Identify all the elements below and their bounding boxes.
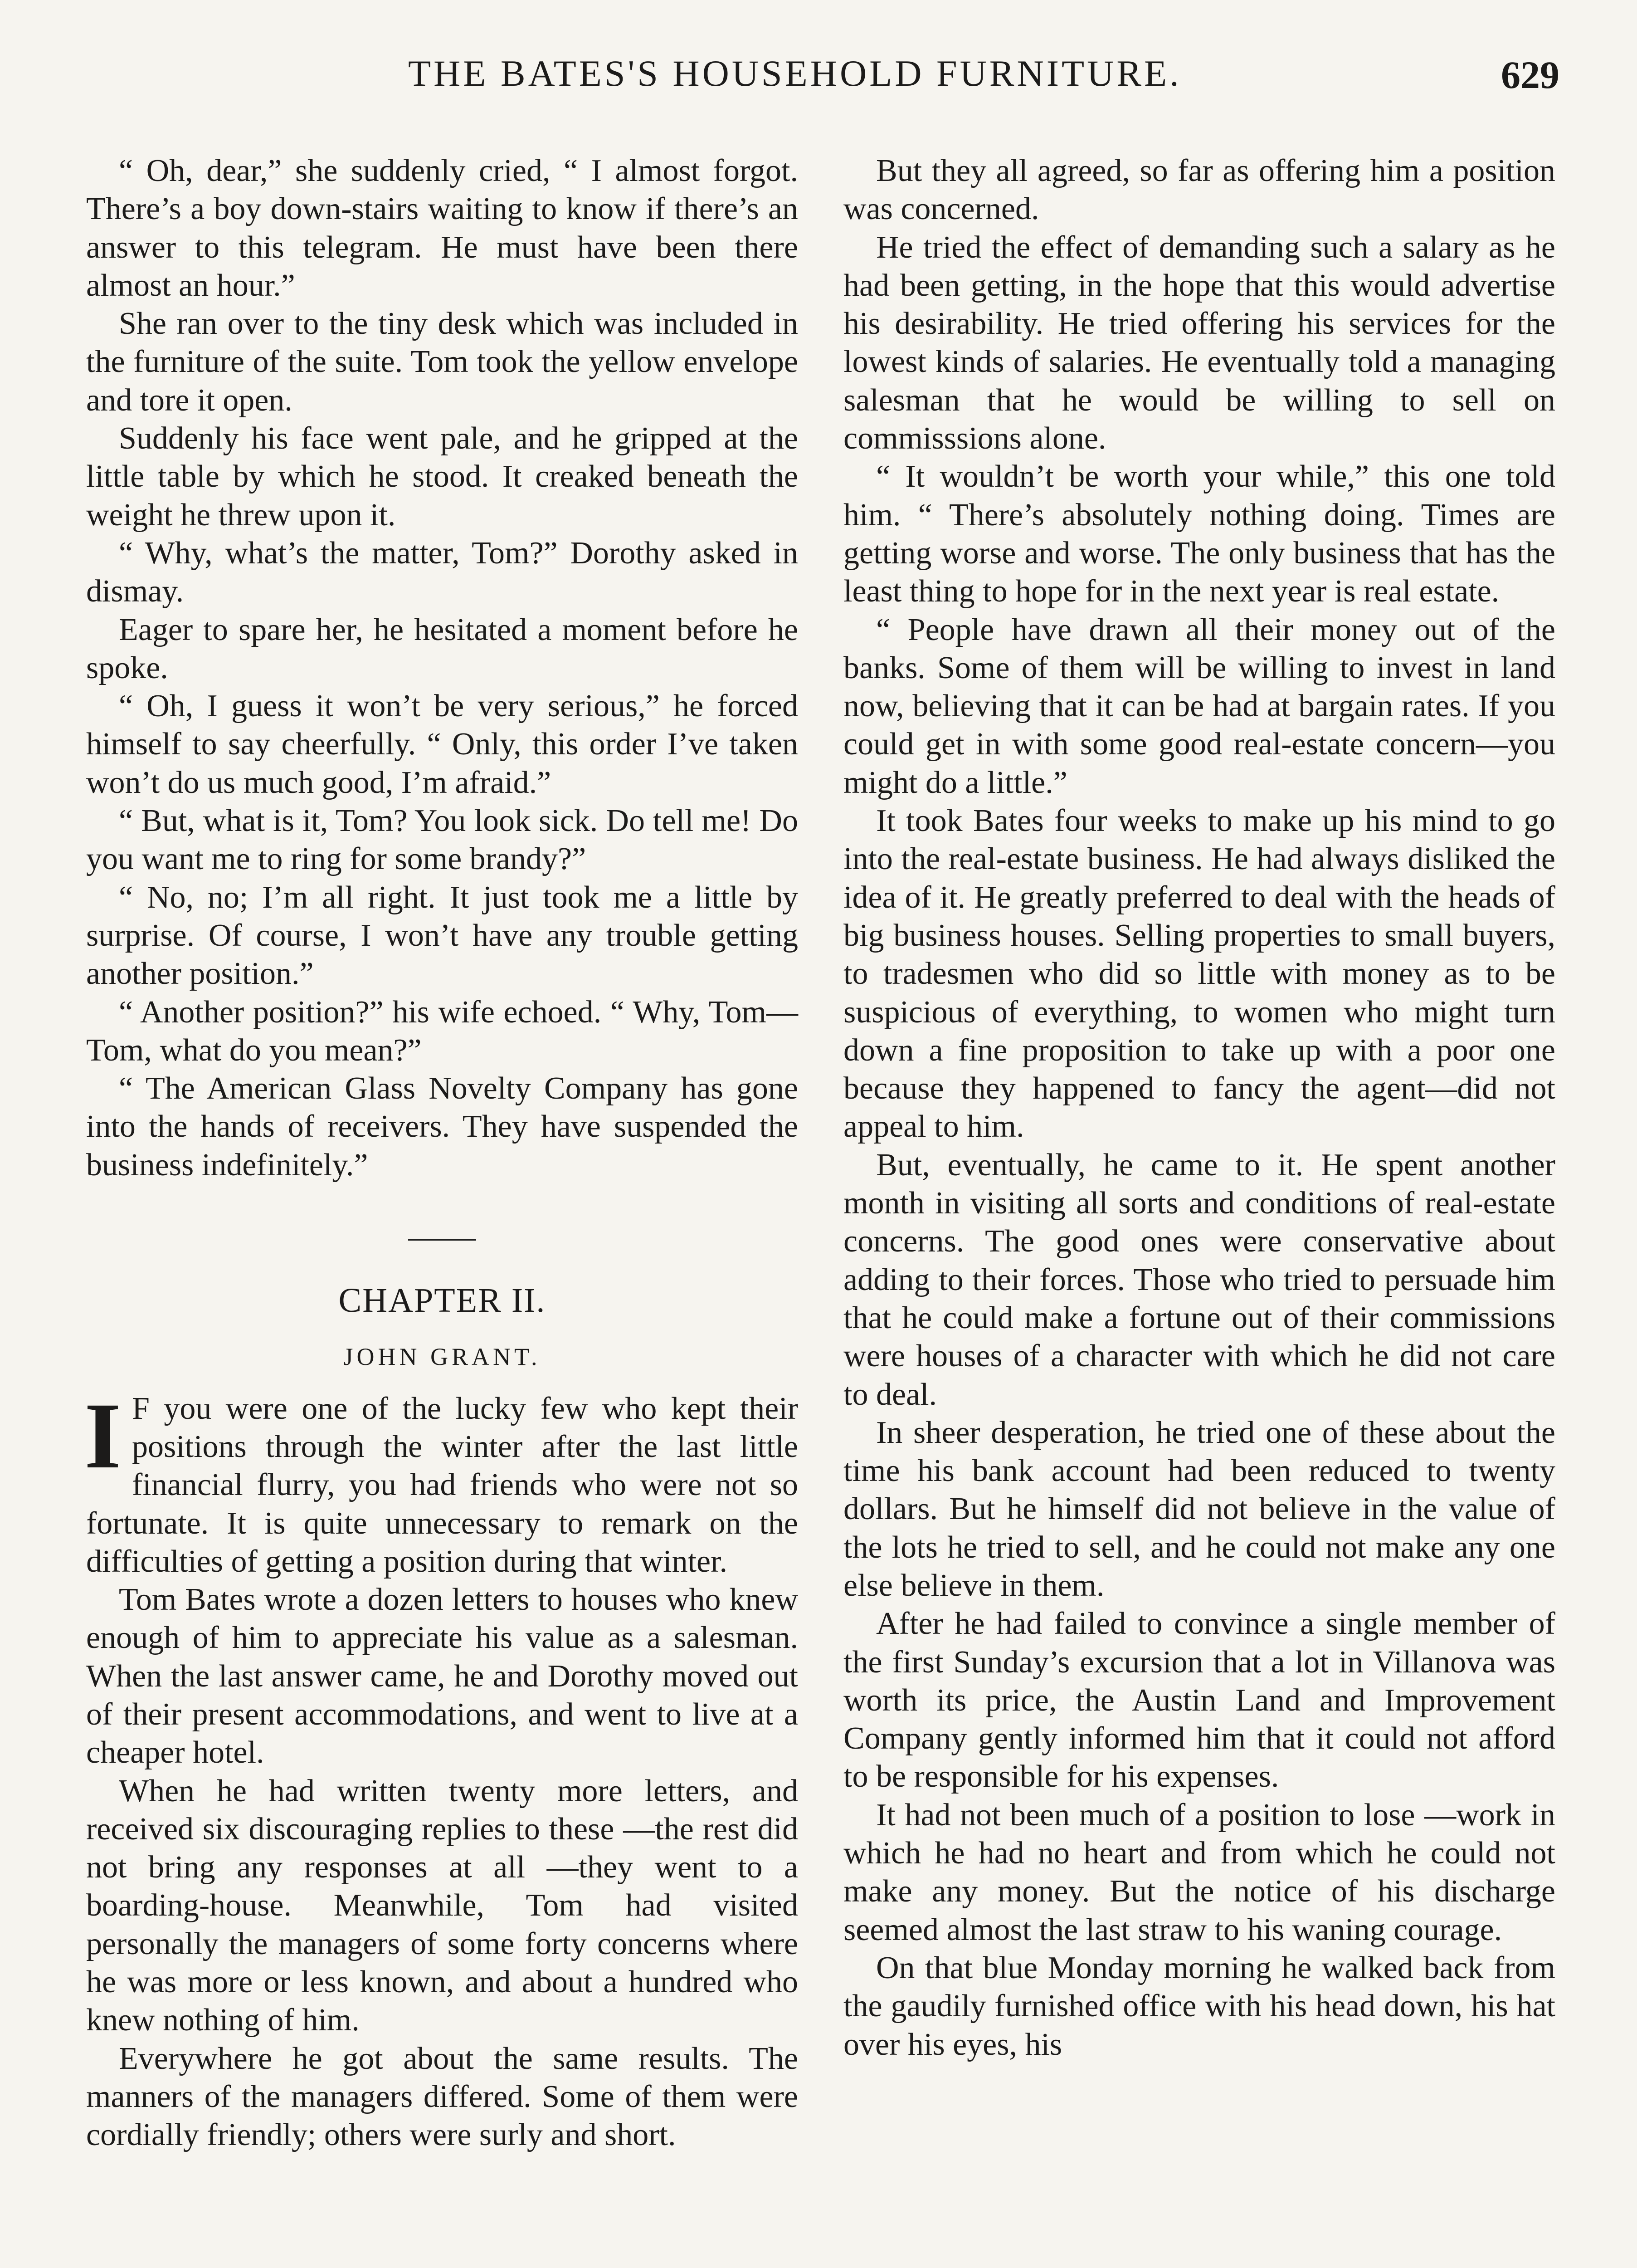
paragraph: Suddenly his face went pale, and he gripped at the little table by which he stood. It creaked beneath the weight he threw upon it. [86, 421, 798, 533]
page-header [0, 52, 1637, 116]
page-number: 629 [1501, 53, 1559, 97]
drop-cap: I [84, 1383, 121, 1488]
chapter-title: CHAPTER II. [338, 1281, 546, 1320]
paragraph: “ Another position?” his wife echoed. “ Why, Tom—Tom, what do you mean?” [86, 994, 798, 1068]
running-title: THE BATES'S HOUSEHOLD FURNITURE. [408, 53, 1182, 94]
paragraph: “ Why, what’s the matter, Tom?” Dorothy asked in dismay. [86, 535, 798, 609]
opening-paragraph [84, 1383, 798, 1581]
paragraph: “ People have drawn all their money out of the banks. Some of them will be willing to invest in land now, believing that it can be had at bargain rates. If you could get in with some good real-estate concern—you might do a little.” [843, 612, 1555, 800]
paragraph: She ran over to the tiny desk which was included in the furniture of the suite. Tom took the yellow envelope and tore it open. [86, 306, 798, 418]
section-divider [408, 1239, 476, 1241]
paragraph: “ Oh, I guess it won’t be very serious,” he forced himself to say cheerfully. “ Only, this order I’ve taken won’t do us much good, I’m afraid.” [86, 689, 798, 800]
paragraph: On that blue Monday morning he walked back from the gaudily furnished office with his head down, his hat over his eyes, his [843, 1950, 1555, 2062]
paragraph: He tried the effect of demanding such a salary as he had been getting, in the hope that this would advertise his desirability. He tried offering his services for the lowest kinds of salaries. He eventually told a managing salesman that he would be willing to sell on commisssions alone. [843, 230, 1555, 456]
paragraph: “ It wouldn’t be worth your while,” this one told him. “ There’s absolutely nothing doing. Times are getting worse and worse. The only business that has the least thing to hope for in the next year is real estate. [843, 459, 1555, 609]
right-column [843, 152, 1555, 2064]
paragraph: It took Bates four weeks to make up his mind to go into the real-estate business. He had always disliked the idea of it. He greatly preferred to deal with the heads of big business houses. Selling properties to small buyers, to tradesmen who did so little with money as to be suspicious of everything, to women who might turn down a fine proposition to take up with a poor one because they happened to fancy the agent—did not appeal to him. [843, 803, 1555, 1144]
paragraph: “ No, no; I’m all right. It just took me a little by surprise. Of course, I won’t have any trouble getting another position.” [86, 880, 798, 992]
paragraph: But, eventually, he came to it. He spent another month in visiting all sorts and conditions of real-estate concerns. The good ones were conservative about adding to their forces. Those who tried to persuade him that he could make a fortune out of their commissions were houses of a character with which he did not care to deal. [843, 1147, 1555, 1412]
chapter-subtitle: JOHN GRANT. [343, 1343, 541, 1371]
paragraph: In sheer desperation, he tried one of these about the time his bank account had been reduced to twenty dollars. But he himself did not believe in the value of the lots he tried to sell, and he could not make any one else believe in them. [843, 1415, 1555, 1603]
paragraph: “ But, what is it, Tom? You look sick. Do tell me! Do you want me to ring for some brandy?” [86, 803, 798, 877]
paragraph: Eager to spare her, he hesitated a moment before he spoke. [86, 612, 798, 685]
opening-paragraph-text: F you were one of the lucky few who kept their positions through the winter after the last little financial flurry, you had friends who were not so fortunate. It is quite unnecessary to remark on the difficulties of getting a position during that winter. [86, 1391, 798, 1579]
paragraph: Everywhere he got about the same results. The manners of the managers differed. Some of them were cordially friendly; others were surly and short. [86, 2041, 798, 2153]
paragraph: After he had failed to convince a single member of the first Sunday’s excursion that a lot in Villanova was worth its price, the Austin Land and Improvement Company gently informed him that it could not afford to be responsible for his expenses. [843, 1606, 1555, 1794]
paragraph: Tom Bates wrote a dozen letters to houses who knew enough of him to appreciate his value as a salesman. When the last answer came, he and Dorothy moved out of their present accommodations, and went to live at a cheaper hotel. [86, 1582, 798, 1770]
paragraph: When he had written twenty more letters, and received six discouraging replies to these —the rest did not bring any responses at all —they went to a boarding-house. Meanwhile, Tom had visited personally the managers of some forty concerns where he was more or less known, and about a hundred who knew nothing of him. [86, 1773, 798, 2038]
left-column [86, 152, 798, 2155]
paragraph: “ Oh, dear,” she suddenly cried, “ I almost forgot. There’s a boy down-stairs waiting to know if there’s an answer to this telegram. He must have been there almost an hour.” [86, 153, 798, 303]
paragraph: But they all agreed, so far as offering him a position was concerned. [843, 153, 1555, 227]
paragraph: It had not been much of a position to lose —work in which he had no heart and from which he could not make any money. But the notice of his discharge seemed almost the last straw to his waning courage. [843, 1797, 1555, 1947]
paragraph: “ The American Glass Novelty Company has gone into the hands of receivers. They have suspended the business indefinitely.” [86, 1071, 798, 1183]
